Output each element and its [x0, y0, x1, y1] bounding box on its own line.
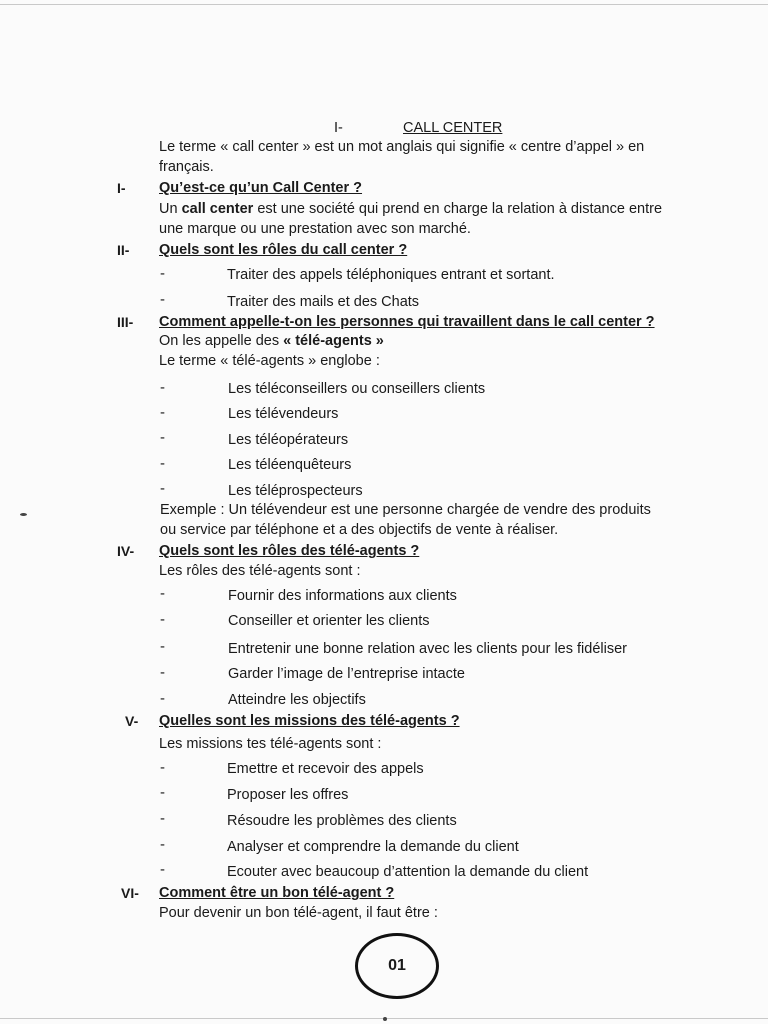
section-3-line-2: Le terme « télé-agents » englobe :: [159, 353, 380, 369]
list-dash: -: [160, 379, 165, 396]
list-dash: -: [160, 664, 165, 681]
section-3-text-pre: On les appelle des: [159, 333, 284, 349]
list-dash: -: [160, 690, 165, 707]
list-item: Proposer les offres: [227, 787, 349, 803]
page-title: CALL CENTER: [403, 120, 503, 136]
list-item: Garder l’image de l’entreprise intacte: [228, 666, 465, 682]
list-item: Les téléopérateurs: [228, 432, 349, 448]
section-6-lead: Pour devenir un bon télé-agent, il faut être :: [159, 905, 438, 921]
scan-edge-top: [0, 4, 768, 5]
list-item: Analyser et comprendre la demande du client: [227, 839, 519, 855]
section-4-heading: Quels sont les rôles des télé-agents ?: [159, 543, 420, 559]
page-number: 01: [388, 957, 406, 974]
list-item: Emettre et recevoir des appels: [227, 761, 424, 777]
section-3-number: III-: [117, 314, 134, 330]
section-3-line-1: [159, 331, 384, 351]
list-item: Conseiller et orienter les clients: [228, 613, 430, 629]
section-5-heading: Quelles sont les missions des télé-agents ?: [159, 713, 460, 729]
list-dash: -: [160, 638, 165, 655]
list-item: Résoudre les problèmes des clients: [227, 813, 457, 829]
section-1-text-pre: Un: [159, 201, 182, 217]
example-line-2: ou service par téléphone et a des objectifs de vente à réaliser.: [160, 522, 559, 538]
section-1-bold-term: call center: [181, 201, 254, 217]
list-item: Fournir des informations aux clients: [228, 588, 457, 604]
section-6-number: VI-: [121, 885, 139, 901]
list-dash: -: [160, 784, 165, 801]
list-dash: -: [160, 455, 165, 472]
scan-speck: [383, 1017, 387, 1021]
section-1-text-post: est une société qui prend en charge la relation à distance entre: [253, 201, 663, 217]
list-item: Les téléconseillers ou conseillers clients: [228, 381, 486, 397]
title-number: I-: [334, 120, 343, 136]
list-dash: -: [160, 611, 165, 628]
list-item: Traiter des mails et des Chats: [227, 294, 420, 310]
section-1-number: I-: [117, 180, 126, 196]
list-item: Entretenir une bonne relation avec les clients pour les fidéliser: [228, 641, 627, 657]
list-dash: -: [160, 759, 165, 776]
list-item: Les téléprospecteurs: [228, 483, 363, 499]
section-1-paragraph-line-1: [159, 199, 662, 219]
list-dash: -: [160, 265, 165, 282]
list-dash: -: [160, 429, 165, 446]
list-dash: -: [160, 291, 165, 308]
section-2-heading: Quels sont les rôles du call center ?: [159, 242, 408, 258]
list-dash: -: [160, 404, 165, 421]
example-line-1: Exemple : Un télévendeur est une personne chargée de vendre des produits: [160, 502, 651, 518]
section-1-heading: Qu’est-ce qu’un Call Center ?: [159, 180, 363, 196]
list-item: Ecouter avec beaucoup d’attention la demande du client: [227, 864, 589, 880]
intro-line-1: Le terme « call center » est un mot anglais qui signifie « centre d’appel » en: [159, 139, 645, 155]
section-4-number: IV-: [117, 543, 135, 559]
list-dash: -: [160, 480, 165, 497]
section-1-paragraph-line-2: une marque ou une prestation avec son marché.: [159, 221, 471, 237]
page-number-badge: [355, 933, 439, 999]
section-6-heading: Comment être un bon télé-agent ?: [159, 885, 395, 901]
section-4-lead: Les rôles des télé-agents sont :: [159, 563, 361, 579]
list-item: Les téléenquêteurs: [228, 457, 352, 473]
section-5-number: V-: [125, 713, 139, 729]
section-5-lead: Les missions tes télé-agents sont :: [159, 736, 382, 752]
section-3-bold-term: « télé-agents »: [283, 333, 384, 349]
list-dash: -: [160, 861, 165, 878]
list-item: Les télévendeurs: [228, 406, 339, 422]
section-3-heading: Comment appelle-t-on les personnes qui travaillent dans le call center ?: [159, 314, 655, 330]
list-dash: -: [160, 836, 165, 853]
intro-line-2: français.: [159, 159, 214, 175]
scan-speck: [20, 513, 27, 516]
list-dash: -: [160, 810, 165, 827]
list-dash: -: [160, 585, 165, 602]
section-2-number: II-: [117, 242, 130, 258]
list-item: Traiter des appels téléphoniques entrant et sortant.: [227, 267, 555, 283]
list-item: Atteindre les objectifs: [228, 692, 366, 708]
